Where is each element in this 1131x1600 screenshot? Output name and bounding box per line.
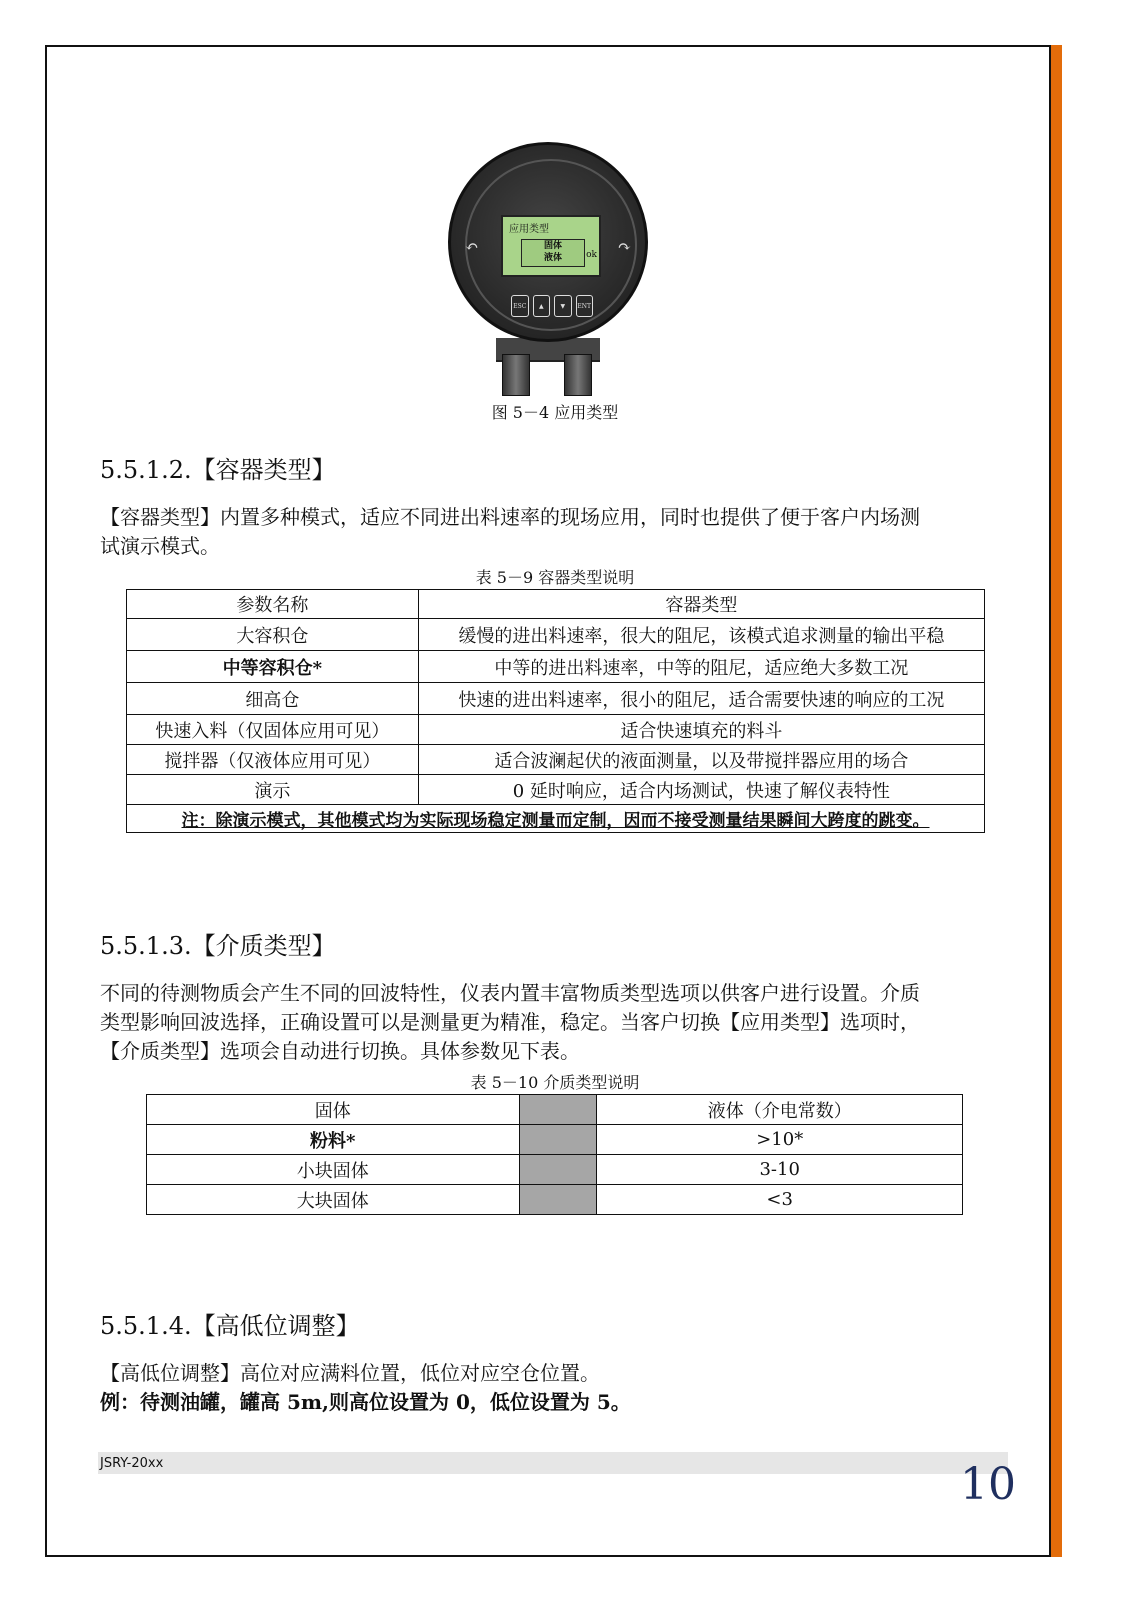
paragraph-line: 不同的待测物质会产生不同的回波特性，仪表内置丰富物质类型选项以供客户进行设置。介质 — [100, 981, 920, 1005]
table-header: 容器类型 — [418, 590, 984, 619]
table-header-row — [147, 1095, 963, 1125]
section-heading: 5.5.1.2.【容器类型】 — [100, 456, 336, 484]
rotate-left-icon: ↶ — [465, 237, 479, 256]
footer-band — [98, 1452, 1008, 1474]
table-cell: 大块固体 — [147, 1185, 520, 1215]
section-heading: 5.5.1.4.【高低位调整】 — [100, 1312, 360, 1340]
lcd-screen — [501, 215, 601, 277]
paragraph-line: 【容器类型】内置多种模式，适应不同进出料速率的现场应用，同时也提供了便于客户内场测 — [100, 505, 920, 529]
table-header: 液体（介电常数） — [597, 1095, 963, 1125]
table-caption: 表 5－9 容器类型说明 — [475, 568, 635, 587]
level-meter-illustration — [448, 142, 648, 402]
table-cell: 演示 — [127, 775, 419, 805]
table-row — [127, 775, 985, 805]
example-line: 例：待测油罐，罐高 5m,则高位设置为 0，低位设置为 5。 — [100, 1390, 631, 1414]
table-header: 固体 — [147, 1095, 520, 1125]
table-cell: 细高仓 — [127, 683, 419, 715]
accent-bar — [1051, 45, 1062, 1557]
down-button: ▼ — [554, 295, 572, 317]
esc-button: ESC — [511, 295, 529, 317]
table-cell: 快速入料（仅固体应用可见） — [127, 715, 419, 745]
table-cell: 快速的进出料速率，很小的阻尼，适合需要快速的响应的工况 — [418, 683, 984, 715]
lcd-ok: ok — [586, 250, 597, 260]
table-cell: 小块固体 — [147, 1155, 520, 1185]
container-type-table — [126, 589, 985, 833]
device-buttons — [511, 295, 593, 317]
gray-spacer-cell — [519, 1185, 597, 1215]
lcd-option: 固体 — [543, 241, 562, 251]
table-cell: 中等的进出料速率，中等的阻尼，适应绝大多数工况 — [418, 651, 984, 683]
table-header-row — [127, 590, 985, 619]
gray-spacer-cell — [519, 1095, 597, 1125]
paragraph-line: 类型影响回波选择，正确设置可以是测量更为精准，稳定。当客户切换【应用类型】选项时， — [100, 1010, 920, 1034]
section-heading: 5.5.1.3.【介质类型】 — [100, 932, 336, 960]
lcd-option: 液体 — [543, 253, 562, 263]
table-cell: 适合波澜起伏的液面测量，以及带搅拌器应用的场合 — [418, 745, 984, 775]
paragraph-line: 试演示模式。 — [100, 534, 220, 558]
document-code: JSRY-20xx — [100, 1456, 164, 1471]
page-number: 10 — [960, 1459, 1016, 1510]
table-row — [147, 1155, 963, 1185]
lcd-title: 应用类型 — [509, 224, 549, 235]
table-note-row — [127, 805, 985, 833]
up-button: ▲ — [533, 295, 551, 317]
table-cell: >10* — [597, 1125, 963, 1155]
gray-spacer-cell — [519, 1155, 597, 1185]
rotate-right-icon: ↷ — [617, 237, 631, 256]
table-note: 注：除演示模式，其他模式均为实际现场稳定测量而定制，因而不接受测量结果瞬间大跨度的跳变。 — [127, 805, 985, 833]
table-cell: 中等容积仓* — [127, 651, 419, 683]
table-row — [127, 715, 985, 745]
table-row — [147, 1185, 963, 1215]
paragraph-line: 【介质类型】选项会自动进行切换。具体参数见下表。 — [100, 1039, 580, 1063]
table-cell: 大容积仓 — [127, 619, 419, 651]
table-row — [127, 683, 985, 715]
lcd-selection-box — [521, 239, 585, 267]
ent-button: ENT — [576, 295, 594, 317]
device-housing — [448, 142, 648, 342]
table-cell: <3 — [597, 1185, 963, 1215]
table-row — [127, 651, 985, 683]
paragraph-line: 【高低位调整】高位对应满料位置，低位对应空仓位置。 — [100, 1361, 600, 1385]
table-row — [127, 619, 985, 651]
cable-gland — [502, 354, 530, 396]
table-cell: 缓慢的进出料速率，很大的阻尼，该模式追求测量的输出平稳 — [418, 619, 984, 651]
table-cell: 粉料* — [147, 1125, 520, 1155]
medium-type-table — [146, 1094, 963, 1215]
gray-spacer-cell — [519, 1125, 597, 1155]
table-cell: 适合快速填充的料斗 — [418, 715, 984, 745]
table-header: 参数名称 — [127, 590, 419, 619]
table-cell: 0 延时响应，适合内场测试，快速了解仪表特性 — [418, 775, 984, 805]
figure-caption: 图 5－4 应用类型 — [491, 403, 619, 422]
table-row — [147, 1125, 963, 1155]
table-cell: 搅拌器（仅液体应用可见） — [127, 745, 419, 775]
table-row — [127, 745, 985, 775]
table-caption: 表 5－10 介质类型说明 — [470, 1073, 640, 1092]
table-cell: 3-10 — [597, 1155, 963, 1185]
cable-gland — [564, 354, 592, 396]
